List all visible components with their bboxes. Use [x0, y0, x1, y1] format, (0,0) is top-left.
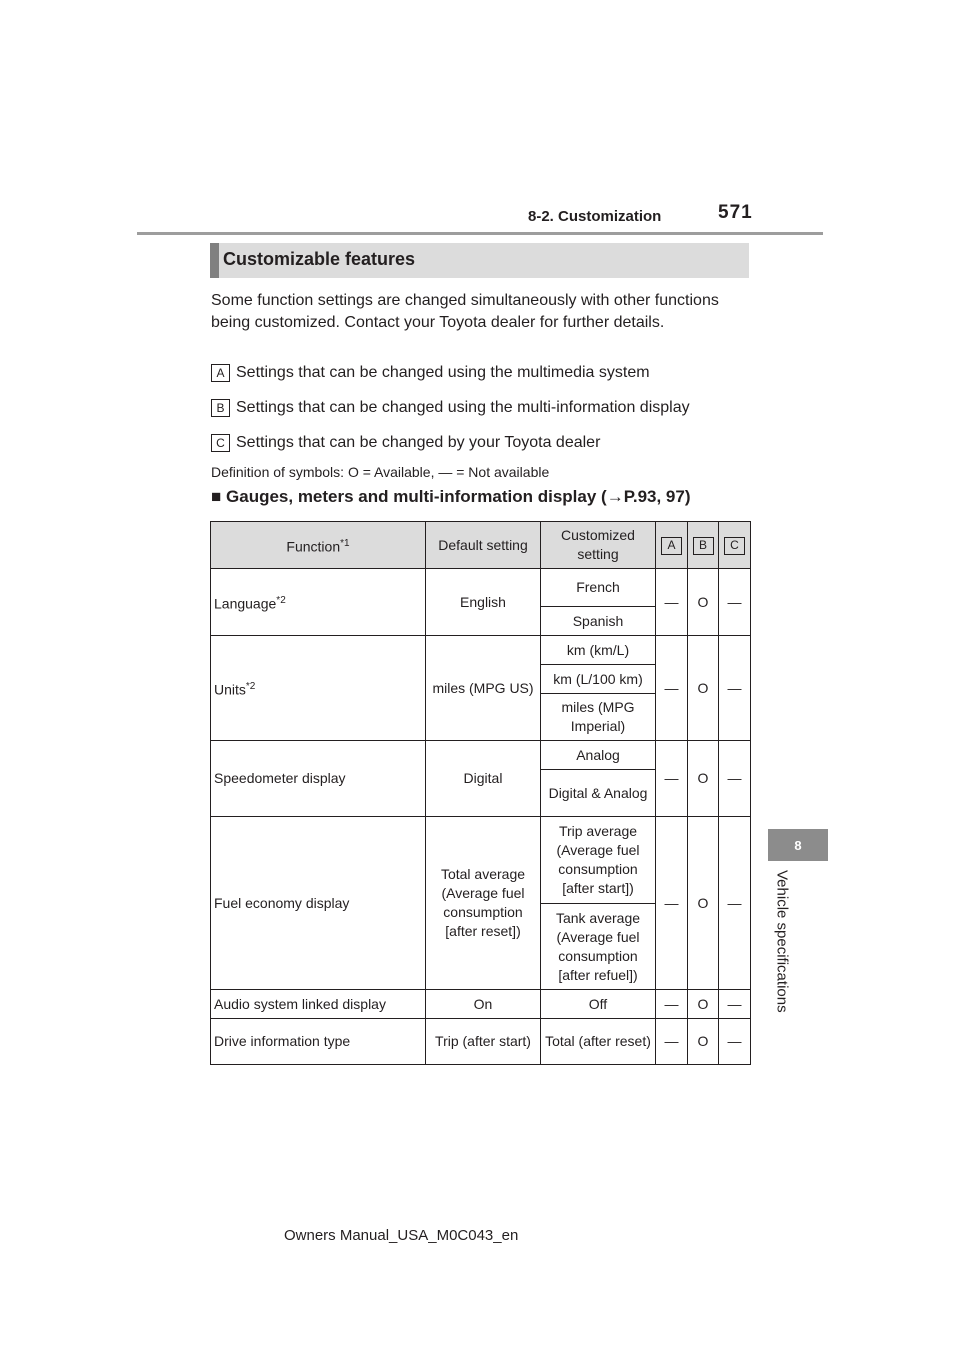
default-cell: On [426, 990, 541, 1019]
arrow-icon: → [606, 487, 624, 506]
table-row [211, 990, 751, 1019]
function-cell: Language$^{*2}$ [211, 569, 426, 636]
legend-item-a [211, 364, 650, 382]
legend-text-c: Settings that can be changed by your Toyota dealer [236, 434, 601, 451]
function-cell: Audio system linked display [211, 990, 426, 1019]
header-divider [137, 232, 823, 235]
table-row [211, 741, 751, 770]
option-cell: Spanish [541, 607, 656, 636]
option-cell: French [541, 569, 656, 607]
option-cell: Analog [541, 741, 656, 770]
header-c [719, 522, 751, 569]
chapter-number: 8 [794, 837, 802, 853]
symbol-c: C [211, 434, 230, 452]
symbol-definitions: Definition of symbols: O = Available, — = Not available [211, 464, 550, 480]
footnote-1: *1 [340, 537, 350, 549]
b-cell: O [688, 1019, 719, 1065]
table-row [211, 636, 751, 665]
option-cell: Total (after reset) [541, 1019, 656, 1065]
a-cell: — [656, 569, 688, 636]
function-cell: Speedometer display [211, 741, 426, 817]
a-cell: — [656, 741, 688, 817]
function-cell: Drive information type [211, 1019, 426, 1065]
header-default: Default setting [426, 522, 541, 569]
symbol-b: B [211, 399, 230, 417]
b-cell: O [688, 569, 719, 636]
header-customized: Customized setting [541, 522, 656, 569]
c-cell: — [719, 569, 751, 636]
table-header-row [211, 522, 751, 569]
symbol-a: A [661, 537, 682, 555]
section-title-box [210, 243, 749, 278]
section-title: Customizable features [223, 249, 416, 269]
legend-text-a: Settings that can be changed using the multimedia system [236, 364, 650, 381]
table-row [211, 817, 751, 904]
b-cell: O [688, 636, 719, 741]
default-cell: English [426, 569, 541, 636]
default-cell: Trip (after start) [426, 1019, 541, 1065]
function-cell: Units$^{*2}$ [211, 636, 426, 741]
header-function: Function$^{*1}$ [211, 522, 426, 569]
a-cell: — [656, 1019, 688, 1065]
chapter-label: Vehicle specifications [773, 870, 791, 1013]
header-b [688, 522, 719, 569]
a-cell: — [656, 636, 688, 741]
symbol-c: C [724, 537, 745, 555]
option-cell: Trip average (Average fuel consumption [after start]) [541, 817, 656, 904]
c-cell: — [719, 636, 751, 741]
header-a [656, 522, 688, 569]
c-cell: — [719, 990, 751, 1019]
page-number: 571 [718, 202, 753, 223]
option-cell: Digital & Analog [541, 770, 656, 817]
chapter-tab [768, 829, 828, 861]
a-cell: — [656, 817, 688, 990]
option-cell: Off [541, 990, 656, 1019]
customization-table [210, 521, 751, 1065]
option-cell: km (L/100 km) [541, 665, 656, 694]
c-cell: — [719, 817, 751, 990]
b-cell: O [688, 817, 719, 990]
table-subheading [211, 487, 691, 507]
intro-paragraph: Some function settings are changed simultaneously with other functions being customized. Contact your Toyota dealer for further details. [211, 292, 719, 331]
symbol-a: A [211, 364, 230, 382]
chapter-side-label [762, 870, 802, 1050]
option-cell: km (km/L) [541, 636, 656, 665]
c-cell: — [719, 1019, 751, 1065]
b-cell: O [688, 741, 719, 817]
table-row [211, 1019, 751, 1065]
table-row [211, 569, 751, 607]
bullet-icon: ■ [211, 487, 222, 506]
c-cell: — [719, 741, 751, 817]
option-cell: miles (MPG Imperial) [541, 694, 656, 741]
symbol-b: B [693, 537, 714, 555]
b-cell: O [688, 990, 719, 1019]
function-cell: Fuel economy display [211, 817, 426, 990]
legend-item-c [211, 434, 600, 452]
a-cell: — [656, 990, 688, 1019]
default-cell: Digital [426, 741, 541, 817]
subheading-text: Gauges, meters and multi-information display ( [226, 487, 607, 506]
default-cell: Total average (Average fuel consumption [after reset]) [426, 817, 541, 990]
footer-text: Owners Manual_USA_M0C043_en [284, 1227, 519, 1244]
legend-text-b: Settings that can be changed using the multi-information display [236, 399, 690, 416]
legend-item-b [211, 399, 690, 417]
page-reference[interactable]: P.93, 97) [623, 487, 691, 506]
header-section-title: 8-2. Customization [528, 208, 662, 225]
default-cell: miles (MPG US) [426, 636, 541, 741]
option-cell: Tank average (Average fuel consumption [after refuel]) [541, 904, 656, 990]
